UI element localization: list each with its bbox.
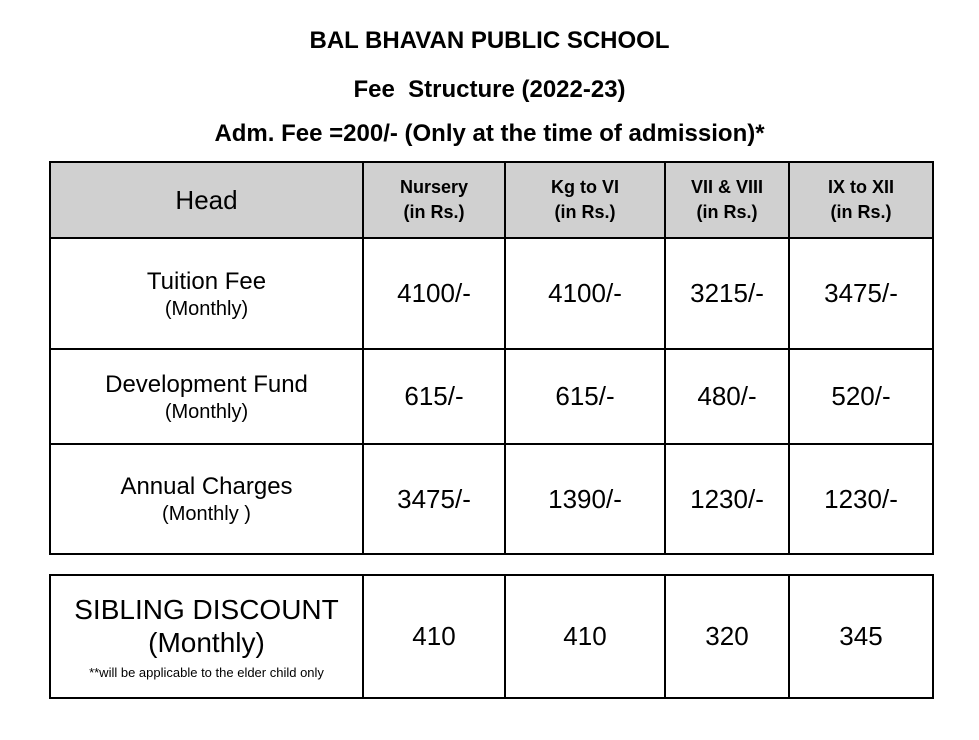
column-name: Nursery: [399, 177, 469, 197]
admission-fee-note: Adm. Fee =200/- (Only at the time of admission)*: [214, 120, 765, 147]
row-sublabel: (Monthly): [164, 400, 249, 423]
column-header-ix-xii: [789, 162, 933, 238]
table-cell: 4100/-: [505, 238, 665, 349]
table-cell: 615/-: [505, 349, 665, 444]
column-unit: (in Rs.): [696, 202, 758, 222]
row-label: Tuition Fee: [146, 267, 267, 295]
fee-table: [49, 161, 934, 555]
table-cell: 3475/-: [363, 444, 505, 554]
row-label-cell: [50, 444, 363, 554]
column-header-nursery: [363, 162, 505, 238]
column-unit: (in Rs.): [830, 202, 892, 222]
discount-footnote: **will be applicable to the elder child only: [89, 665, 324, 680]
table-cell: 4100/-: [363, 238, 505, 349]
row-label-cell: [50, 349, 363, 444]
table-row-annual-charges: [50, 444, 933, 554]
row-label: Development Fund: [105, 370, 308, 398]
column-header-kg-to-vi: [505, 162, 665, 238]
column-header-vii-viii: [665, 162, 789, 238]
column-name: VII & VIII: [690, 177, 764, 197]
table-row-development-fund: [50, 349, 933, 444]
table-cell: 3215/-: [665, 238, 789, 349]
table-cell: 3475/-: [789, 238, 933, 349]
row-label: SIBLING DISCOUNT: [74, 594, 339, 625]
row-sublabel: (Monthly): [148, 627, 265, 658]
table-cell: 520/-: [789, 349, 933, 444]
table-cell: 410: [363, 575, 505, 698]
table-cell: 410: [505, 575, 665, 698]
table-cell: 1230/-: [789, 444, 933, 554]
header-row: [50, 162, 933, 238]
row-sublabel: (Monthly ): [162, 503, 251, 525]
table-cell: 480/-: [665, 349, 789, 444]
column-unit: (in Rs.): [403, 202, 465, 222]
table-cell: 345: [789, 575, 933, 698]
table-row-sibling-discount: [50, 575, 933, 698]
table-cell: 1390/-: [505, 444, 665, 554]
table-cell: 1230/-: [665, 444, 789, 554]
column-unit: (in Rs.): [554, 202, 616, 222]
row-label-cell: [50, 575, 363, 698]
row-label: Annual Charges: [120, 473, 293, 500]
table-row-tuition-fee: [50, 238, 933, 349]
column-header-head: Head: [50, 162, 363, 238]
fee-structure-title: Fee Structure (2022-23): [353, 76, 626, 103]
row-sublabel: (Monthly): [164, 297, 249, 320]
table-cell: 615/-: [363, 349, 505, 444]
sibling-discount-table: [49, 574, 934, 699]
column-name: IX to XII: [827, 177, 894, 197]
table-cell: 320: [665, 575, 789, 698]
school-name: BAL BHAVAN PUBLIC SCHOOL: [309, 27, 670, 54]
row-label-cell: [50, 238, 363, 349]
column-name: Kg to VI: [551, 177, 619, 197]
